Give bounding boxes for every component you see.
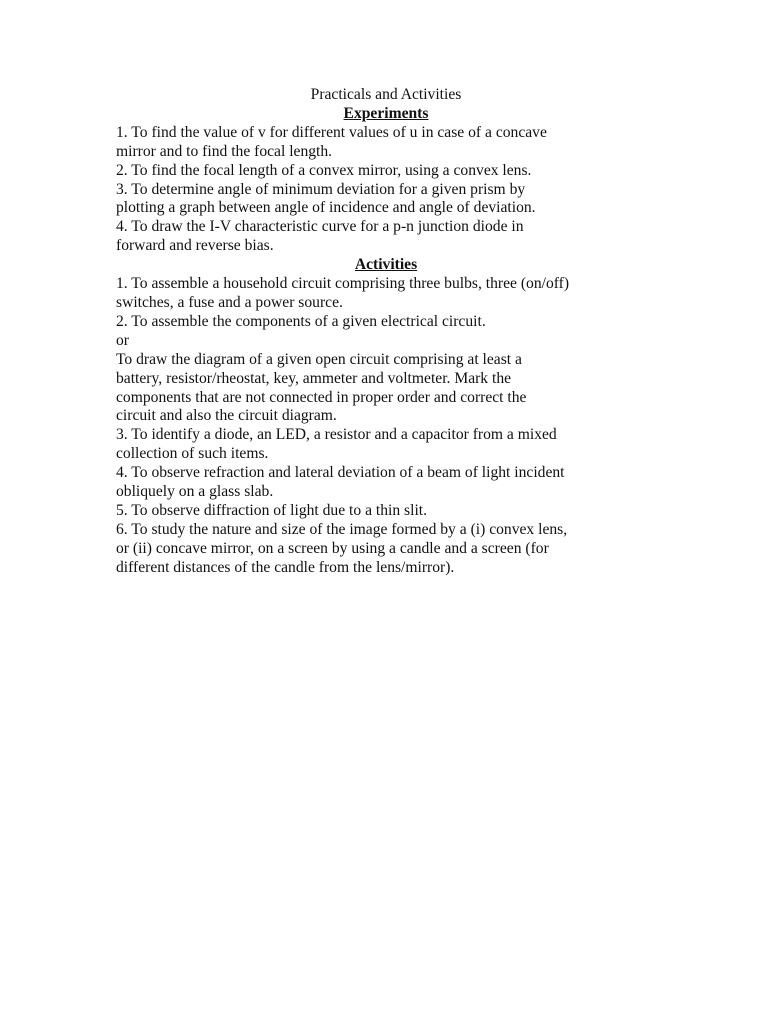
text-line: or (ii) concave mirror, on a screen by using a candle and a screen (for [116, 539, 549, 557]
text-line: 4. To draw the I-V characteristic curve for a p-n junction diode in [116, 218, 524, 236]
section-heading: Experiments [343, 104, 429, 122]
text-line: 3. To determine angle of minimum deviation for a given prism by [116, 180, 526, 198]
text-line: battery, resistor/rheostat, key, ammeter and voltmeter. Mark the [116, 369, 512, 387]
text-line: 2. To find the focal length of a convex mirror, using a convex lens. [116, 161, 532, 179]
text-line: forward and reverse bias. [116, 237, 274, 255]
text-line: obliquely on a glass slab. [116, 483, 274, 501]
list-item [116, 313, 656, 332]
list-item [116, 124, 656, 162]
text-line: 3. To identify a diode, an LED, a resistor and a capacitor from a mixed [116, 426, 557, 444]
page-title: Practicals and Activities [310, 86, 462, 103]
text-line: plotting a graph between angle of incidence and angle of deviation. [116, 199, 536, 217]
activities-section [116, 256, 656, 577]
list-item [116, 521, 656, 578]
document-page [116, 86, 656, 578]
list-item [116, 502, 656, 521]
list-item [116, 351, 656, 427]
text-line: mirror and to find the focal length. [116, 142, 333, 160]
section-heading: Activities [354, 256, 418, 274]
text-line: 2. To assemble the components of a given electrical circuit. [116, 312, 486, 330]
text-line: different distances of the candle from the lens/mirror). [116, 558, 455, 576]
text-line: 5. To observe diffraction of light due to a thin slit. [116, 501, 428, 519]
text-line: circuit and also the circuit diagram. [116, 407, 337, 425]
list-item [116, 218, 656, 256]
experiments-section [116, 105, 656, 256]
text-line: collection of such items. [116, 445, 269, 463]
text-line: or [116, 331, 129, 349]
list-item [116, 332, 656, 351]
text-line: switches, a fuse and a power source. [116, 293, 343, 311]
text-line: To draw the diagram of a given open circuit comprising at least a [116, 350, 522, 368]
text-line: 6. To study the nature and size of the image formed by a (i) convex lens, [116, 520, 568, 538]
text-line: components that are not connected in proper order and correct the [116, 388, 527, 406]
list-item [116, 181, 656, 219]
text-line: 4. To observe refraction and lateral deviation of a beam of light incident [116, 464, 565, 482]
list-item [116, 162, 656, 181]
list-item [116, 426, 656, 464]
list-item [116, 275, 656, 313]
text-line: 1. To assemble a household circuit comprising three bulbs, three (on/off) [116, 275, 570, 293]
text-line: 1. To find the value of v for different values of u in case of a concave [116, 123, 547, 141]
list-item [116, 464, 656, 502]
